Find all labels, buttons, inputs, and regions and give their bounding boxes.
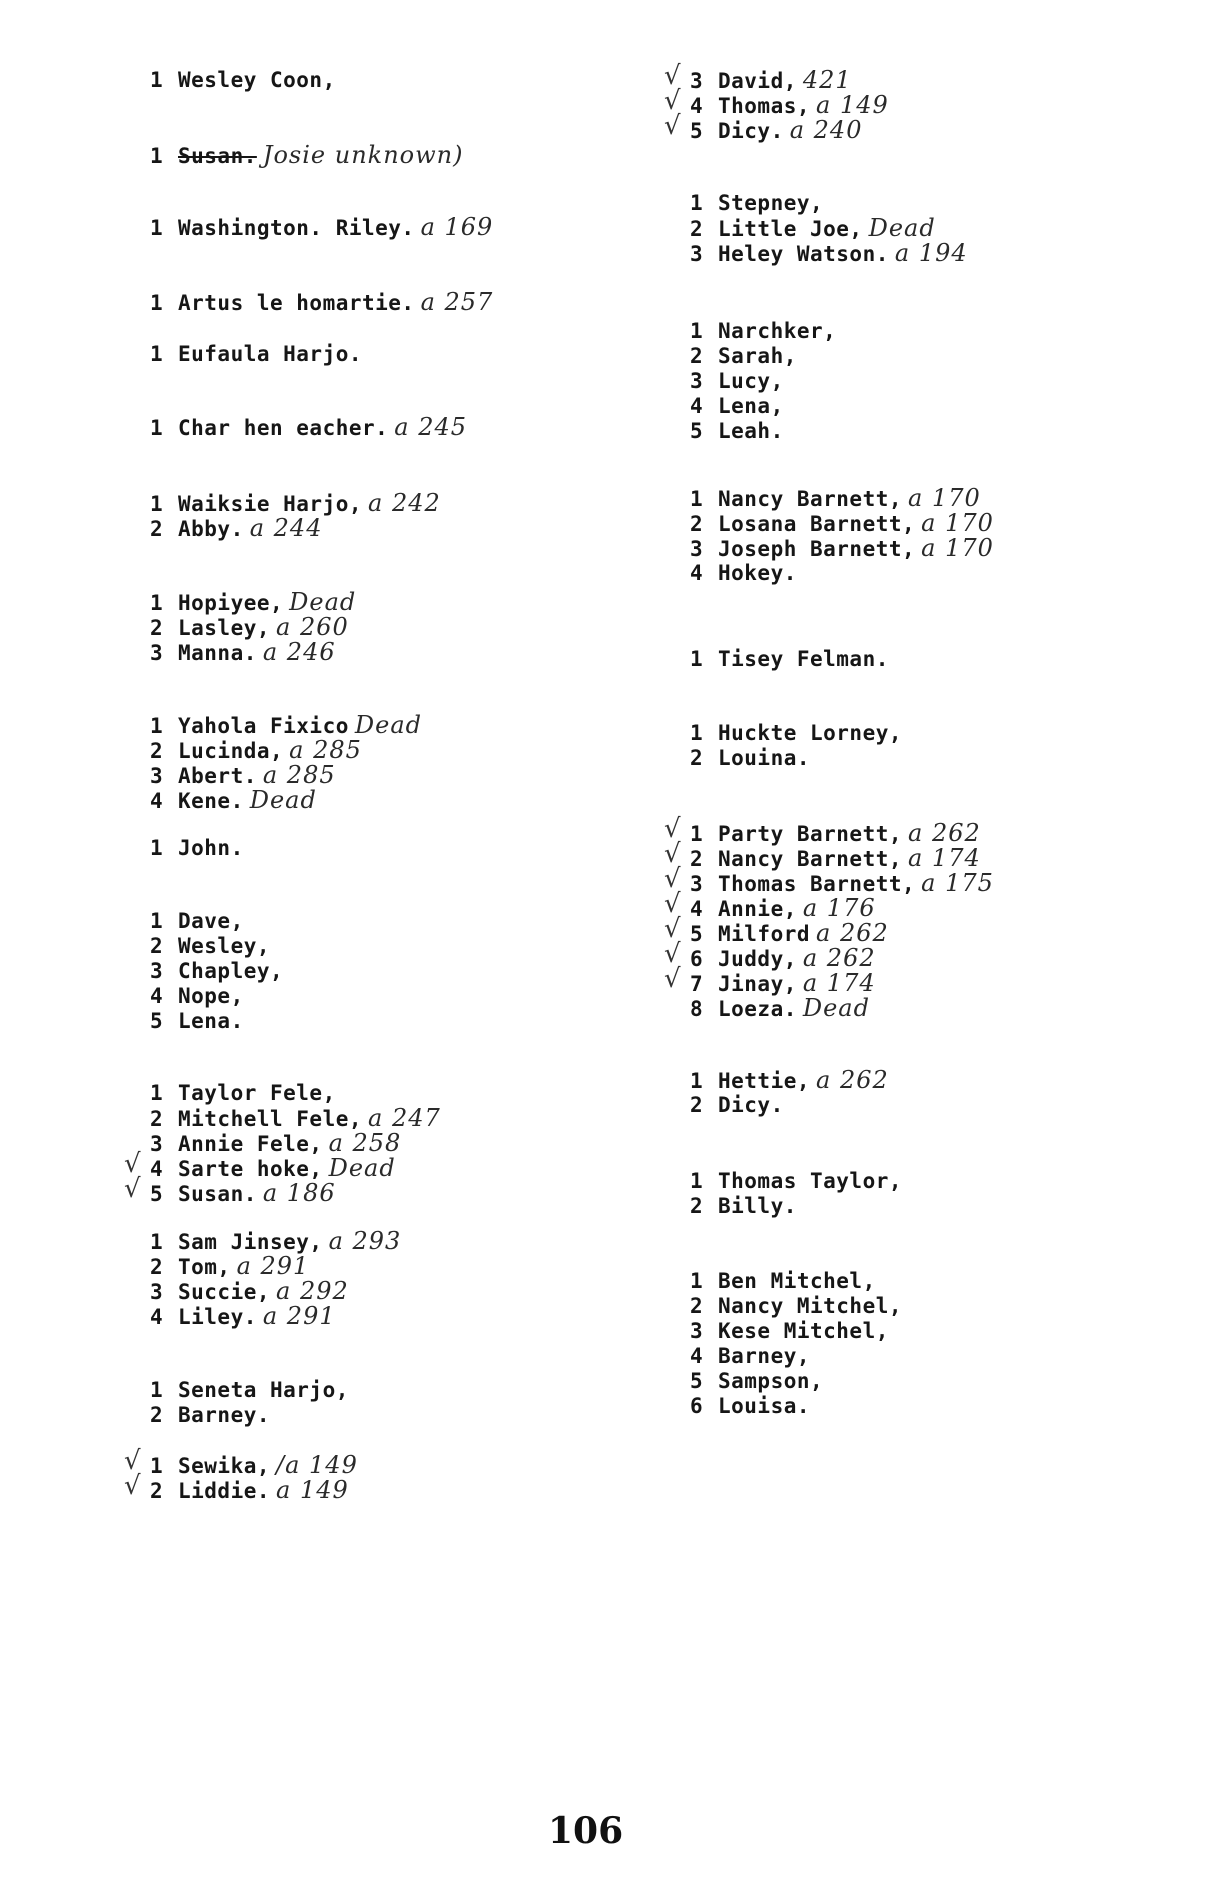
person-name: Dave, [178,909,244,933]
record-line [124,1174,336,1209]
handwritten-note: Dead [802,994,870,1022]
record-line [664,111,863,146]
line-number: 4 [690,897,704,921]
person-name: Tom, [178,1255,231,1279]
line-number: 2 [150,616,164,640]
person-name: Dicy. [718,119,784,143]
line-number: 2 [150,1403,164,1427]
line-number: 2 [150,1107,164,1131]
record-line [150,1006,244,1036]
handwritten-note: a 260 [276,613,349,641]
handwritten-note: a 245 [394,413,468,441]
line-number: 2 [150,1255,164,1279]
line-number: 5 [150,1009,164,1033]
line-number: 3 [690,872,704,896]
line-number: 5 [690,922,704,946]
person-name: Liddie. [178,1479,271,1503]
check-mark: √ [664,914,682,944]
person-name: Joseph Barnett, [718,537,916,561]
handwritten-note: a 176 [802,894,876,922]
record-line [150,513,322,544]
record-line [150,637,336,668]
line-number: 5 [150,1182,164,1206]
person-name: Louina. [718,746,811,770]
person-name: Lena, [718,394,784,418]
person-name: Wesley, [178,934,271,958]
person-name: Yahola Fixico [178,714,349,738]
person-name: Billy. [718,1194,797,1218]
handwritten-note: a 262 [816,919,889,947]
handwritten-note: a 174 [802,969,876,997]
handwritten-note: a 285 [289,736,362,764]
person-name: Lasley, [178,616,271,640]
person-name: Seneta Harjo, [178,1378,349,1402]
line-number: 3 [690,369,704,393]
line-number: 4 [150,984,164,1008]
handwritten-note: a 170 [921,534,994,562]
handwritten-note: a 242 [368,489,441,517]
record-line [150,65,336,95]
line-number: 3 [690,537,704,561]
handwritten-note: a 149 [276,1476,349,1504]
check-mark: √ [664,889,682,919]
line-number: 1 [150,1454,164,1478]
person-name: Juddy, [718,947,797,971]
check-mark: √ [664,939,682,969]
line-number: 5 [690,419,704,443]
person-name: Abby. [178,517,244,541]
line-number: 1 [150,909,164,933]
handwritten-note: a 262 [802,944,876,972]
handwritten-note: a 186 [262,1179,336,1207]
line-number: 2 [690,344,704,368]
person-name: Tisey Felman. [718,647,889,671]
handwritten-note: a 262 [908,819,981,847]
handwritten-note: a 285 [262,761,336,789]
check-mark: √ [124,1149,142,1179]
person-name: John. [178,836,244,860]
line-number: 4 [150,789,164,813]
person-name: Huckte Lorney, [718,721,903,745]
record-line [690,1090,784,1120]
person-name: Lucinda, [178,739,284,763]
line-number: 1 [690,1169,704,1193]
handwritten-note: a 175 [921,869,994,897]
line-number: 2 [150,934,164,958]
line-number: 3 [150,641,164,665]
line-number: 4 [150,1157,164,1181]
person-name: Wesley Coon, [178,68,336,92]
handwritten-note: Dead [289,588,357,616]
person-name: Sarah, [718,344,797,368]
person-name: Little Joe, [718,217,863,241]
record-line [690,558,797,588]
handwritten-note: a 194 [894,239,968,267]
handwritten-note: a 169 [420,213,494,241]
line-number: 5 [690,1369,704,1393]
line-number: 1 [150,216,164,240]
person-name: Washington. Riley. [178,216,415,240]
line-number: 1 [150,591,164,615]
record-line [150,1400,270,1430]
record-line [690,416,784,446]
line-number: 1 [150,492,164,516]
line-number: 1 [690,319,704,343]
line-number: 1 [690,721,704,745]
line-number: 1 [150,1378,164,1402]
line-number: 1 [150,144,164,168]
record-line [690,743,810,773]
line-number: 1 [150,416,164,440]
handwritten-note: 421 [802,66,852,94]
handwritten-note: Dead [354,711,422,739]
check-mark: √ [664,839,682,869]
person-name: Liley. [178,1305,257,1329]
handwritten-note: a 170 [908,484,981,512]
person-name: Hettie, [718,1069,811,1093]
handwritten-note: a 258 [328,1129,402,1157]
person-name: Hopiyee, [178,591,284,615]
person-name: Annie Fele, [178,1132,323,1156]
handwritten-note: a 292 [276,1277,349,1305]
person-name: Leah. [718,419,784,443]
person-name: Annie, [718,897,797,921]
line-number: 4 [690,1344,704,1368]
person-name: Louisa. [718,1394,811,1418]
record-line [150,140,463,171]
person-name: Nancy Barnett, [718,847,903,871]
person-name: Kene. [178,789,244,813]
handwritten-note: a 246 [262,638,336,666]
line-number: 4 [690,561,704,585]
person-name: Thomas, [718,94,811,118]
line-number: 1 [690,191,704,215]
check-mark: √ [664,864,682,894]
person-name: David, [718,69,797,93]
line-number: 3 [690,1319,704,1343]
person-name: Barney. [178,1403,271,1427]
line-number: 2 [690,847,704,871]
line-number: 2 [690,746,704,770]
record-line [150,1301,336,1332]
handwritten-note: a 244 [249,514,323,542]
line-number: 1 [150,291,164,315]
line-number: 2 [150,517,164,541]
line-number: 1 [150,1081,164,1105]
person-name: Nancy Mitchel, [718,1294,903,1318]
person-name: Nope, [178,984,244,1008]
handwritten-note: a 240 [789,116,863,144]
handwritten-note: Josie unknown) [262,141,464,169]
person-name: Sewika, [178,1454,271,1478]
record-line [690,238,968,269]
check-mark: √ [664,61,682,91]
line-number: 1 [150,714,164,738]
check-mark: √ [124,1471,142,1501]
handwritten-note: a 170 [921,509,994,537]
handwritten-note: /a 149 [276,1451,358,1479]
person-name: Taylor Fele, [178,1081,336,1105]
line-number: 1 [690,647,704,671]
person-name: Thomas Barnett, [718,872,916,896]
line-number: 4 [150,1305,164,1329]
handwritten-note: Dead [249,786,317,814]
person-name: Losana Barnett, [718,512,916,536]
person-name: Eufaula Harjo. [178,342,363,366]
record-line [690,993,870,1024]
line-number: 4 [690,394,704,418]
line-number: 3 [690,69,704,93]
person-name: Chapley, [178,959,284,983]
line-number: 1 [150,342,164,366]
person-name: Lucy, [718,369,784,393]
line-number: 6 [690,947,704,971]
line-number: 5 [690,119,704,143]
record-line [150,412,467,443]
handwritten-note: a 262 [816,1066,889,1094]
record-line [150,287,493,318]
person-name: Sarte hoke, [178,1157,323,1181]
person-name: Mitchell Fele, [178,1107,363,1131]
line-number: 1 [690,1269,704,1293]
handwritten-note: Dead [328,1154,396,1182]
line-number: 1 [150,68,164,92]
person-name: Narchker, [718,319,837,343]
line-number: 2 [150,739,164,763]
line-number: 3 [150,959,164,983]
person-name: Jinay, [718,972,797,996]
person-name: Stepney, [718,191,824,215]
handwritten-note: a 293 [328,1227,402,1255]
record-line [150,833,244,863]
record-line [150,212,493,243]
line-number: 2 [690,1194,704,1218]
line-number: 4 [690,94,704,118]
line-number: 6 [690,1394,704,1418]
handwritten-note: a 257 [420,288,494,316]
person-name: Party Barnett, [718,822,903,846]
line-number: 8 [690,997,704,1021]
person-name: Dicy. [718,1093,784,1117]
person-name: Lena. [178,1009,244,1033]
handwritten-note: Dead [868,214,936,242]
person-name: Nancy Barnett, [718,487,903,511]
person-name: Susan. [178,1182,257,1206]
check-mark: √ [664,964,682,994]
line-number: 3 [150,764,164,788]
person-name: Milford [718,922,811,946]
record-line [690,644,889,674]
person-name: Susan. [178,144,257,168]
check-mark: √ [664,814,682,844]
line-number: 3 [150,1280,164,1304]
person-name: Sam Jinsey, [178,1230,323,1254]
person-name: Ben Mitchel, [718,1269,876,1293]
handwritten-note: a 174 [908,844,981,872]
handwritten-note: a 149 [816,91,889,119]
line-number: 3 [150,1132,164,1156]
check-mark: √ [124,1174,142,1204]
person-name: Waiksie Harjo, [178,492,363,516]
person-name: Char hen eacher. [178,416,389,440]
line-number: 7 [690,972,704,996]
line-number: 1 [150,836,164,860]
person-name: Artus le homartie. [178,291,415,315]
line-number: 1 [690,822,704,846]
person-name: Thomas Taylor, [718,1169,903,1193]
check-mark: √ [124,1446,142,1476]
line-number: 2 [150,1479,164,1503]
person-name: Hokey. [718,561,797,585]
person-name: Succie, [178,1280,271,1304]
person-name: Sampson, [718,1369,824,1393]
page-number: 106 [548,1810,624,1852]
record-line [150,785,317,816]
person-name: Kese Mitchel, [718,1319,889,1343]
line-number: 2 [690,1294,704,1318]
person-name: Barney, [718,1344,811,1368]
record-line [124,1471,349,1506]
line-number: 1 [690,487,704,511]
line-number: 1 [690,1069,704,1093]
person-name: Abert. [178,764,257,788]
record-line [690,1191,797,1221]
line-number: 2 [690,217,704,241]
person-name: Manna. [178,641,257,665]
handwritten-note: a 247 [368,1104,441,1132]
person-name: Loeza. [718,997,797,1021]
line-number: 3 [690,242,704,266]
handwritten-note: a 291 [236,1252,310,1280]
line-number: 2 [690,512,704,536]
record-line [690,1391,810,1421]
handwritten-note: a 291 [262,1302,336,1330]
line-number: 2 [690,1093,704,1117]
line-number: 1 [150,1230,164,1254]
record-line [150,339,362,369]
check-mark: √ [664,86,682,116]
check-mark: √ [664,111,682,141]
person-name: Heley Watson. [718,242,889,266]
